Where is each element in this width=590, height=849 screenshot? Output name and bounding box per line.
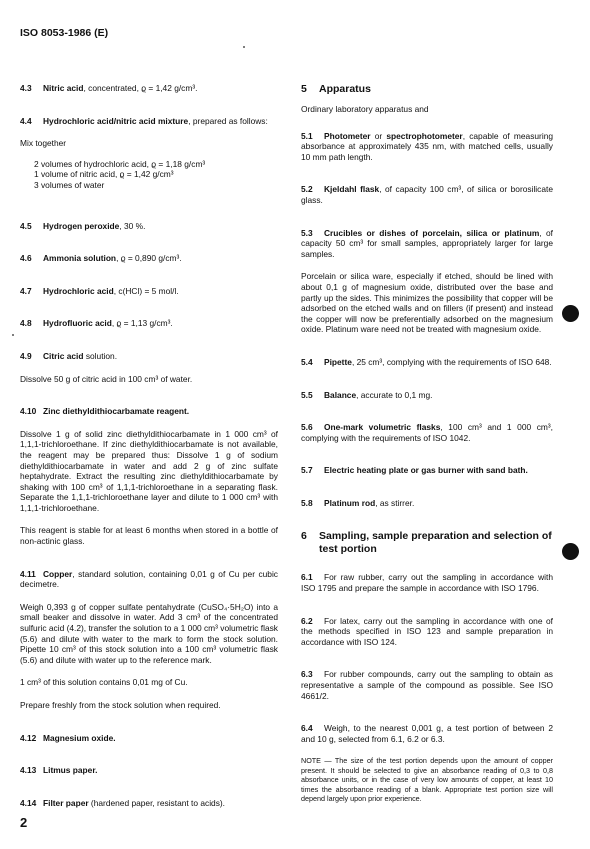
clause-5-6: 5.6 One-mark volumetric flasks, 100 cm³ and 1 000 cm³, complying with the requirements of ISO 1042. — [301, 422, 553, 443]
clause-6-3: 6.3 For rubber compounds, carry out the sampling to obtain as representative a sample of the compound as possible. See ISO 4661/2. — [301, 669, 553, 701]
clause-5-4: 5.4 Pipette, 25 cm³, complying with the requirements of ISO 648. — [301, 356, 552, 367]
citric-acid-body: Dissolve 50 g of citric acid in 100 cm³ of water. — [20, 373, 193, 384]
clause-4-5: 4.5 Hydrogen peroxide, 30 %. — [20, 220, 146, 231]
clause-5-3: 5.3 Crucibles or dishes of porcelain, silica or platinum, of capacity 50 cm³ for small samples, appropriately larger for large samples. Porcelain or silica ware, especially if etched, should be lined with about 0,1 g of magnesium oxide, distributed over the base and partly up the sides. This minimizes the possibility that copper will be adsorbed on the etched walls and on fillers (if present) and instead the copper will now be preferentially adsorbed on the magnesium oxide. Platinum ware need not be treated with magnesium oxide. — [301, 227, 553, 335]
section-5 — [301, 83, 553, 115]
clause-5-1: 5.1 Photometer or spectrophotometer, capable of measuring absorbance at approximately 435 nm, with matched cells, usually 10 mm path length. — [301, 130, 554, 162]
clause-4-10: 4.10 Zinc diethyldithiocarbamate reagent. Dissolve 1 g of solid zinc diethyldithiocarbamate in 1 000 cm³ of 1,1,1-trichloroethane. If zinc diethyldithiocarbamate is not available, the reagent may be prepared thus: Dissolve 1 g of sodium diethyldithiocarbamate in water and add 2 g of zinc sulfate heptahydrate. Extract the resulting zinc diethyldithiocarbamate by shaking with 100 cm³ of 1,1,1-trichloroethane in a separating flask. Separate the 1,1,1-trichloroethane layer and dilute to 1 000 cm³ with 1,1,1-trichloroethane. This reagent is stable for at least 6 months when stored in a bottle of non-actinic glass. — [20, 406, 278, 547]
zinc-reagent-stability: This reagent is stable for at least 6 months when stored in a bottle of non-actinic glass. — [20, 525, 278, 547]
clause-4-12: 4.12 Magnesium oxide. — [20, 732, 116, 743]
copper-concentration-text: 1 cm³ of this solution contains 0,01 mg of Cu. — [20, 677, 188, 688]
mix-together-text: Mix together — [20, 138, 67, 149]
zinc-reagent-body: Dissolve 1 g of solid zinc diethyldithiocarbamate in 1 000 cm³ of 1,1,1-trichloroethane. If zinc diethyldithiocarbamate is not available, the reagent may be prepared thus: Dissolve 1 g of sodium diethyldithiocarbamate in water and add 2 g of zinc sulfate heptahydrate. Extract the resulting zinc diethyldithiocarbamate by shaking with 100 cm³ of 1,1,1-trichloroethane in a separating flask. Separate the 1,1,1-trichloroethane layer and dilute to 1 000 cm³ with 1,1,1-trichloroethane. — [20, 428, 278, 513]
change-bar-bullet — [562, 543, 579, 560]
page-header: ISO 8053-1986 (E) — [20, 27, 109, 39]
left-column — [20, 83, 278, 830]
clause-6-2: 6.2 For latex, carry out the sampling in accordance with one of the methods specified in ISO 123 and sample preparation in accordance with ISO 124. — [301, 615, 553, 647]
mixture-list — [34, 159, 278, 191]
clause-6-4: 6.4 Weigh, to the nearest 0,001 g, a test portion of between 2 and 10 g, selected from 6.1, 6.2 or 6.3. — [301, 723, 553, 744]
clause-4-13: 4.13 Litmus paper. — [20, 765, 98, 776]
clause-5-5: 5.5 Balance, accurate to 0,1 mg. — [301, 389, 433, 400]
clause-4-7: 4.7 Hydrochloric acid, c(HCl) = 5 mol/l. — [20, 285, 179, 296]
clause-5-8: 5.8 Platinum rod, as stirrer. — [301, 497, 415, 508]
clause-4-3: 4.3 Nitric acid, concentrated, ϱ = 1,42 g/cm³. — [20, 83, 198, 93]
right-column — [301, 83, 553, 803]
mixture-line: 3 volumes of water — [34, 179, 105, 190]
apparatus-intro: Ordinary laboratory apparatus and — [301, 104, 429, 114]
section-6-heading: 6 Sampling, sample preparation and selection of test portion — [301, 530, 552, 556]
copper-fresh-text: Prepare freshly from the stock solution when required. — [20, 700, 221, 710]
note-test-portion: NOTE — The size of the test portion depends upon the amount of copper present. It should be selected to give an absorbance reading of 0,3 to 0,8 absorbance units, or in the case of very low amounts of copper, at least 10 times the absorbance reading of a blank. Appropriate test portion size will depend largely upon prior experience. — [301, 756, 553, 804]
clause-5-2: 5.2 Kjeldahl flask, of capacity 100 cm³, of silica or borosilicate glass. — [301, 184, 553, 205]
change-bar-bullet — [562, 305, 579, 322]
clause-4-14: 4.14 Filter paper (hardened paper, resistant to acids). — [20, 797, 226, 808]
section-5-heading: 5 Apparatus — [301, 83, 371, 95]
clause-4-11: 4.11 Copper, standard solution, containing 0,01 g of Cu per cubic decimetre. Weigh 0,393 g of copper sulfate pentahydrate (CuSO₄·5H₂O) into a small beaker and dissolve in water. Add 3 cm³ of the concentrated sulfuric acid (4.2), transfer the solution to a 1 000 cm³ volumetric flask (5.6) and dilute with water to the mark to form the stock solution. Pipette 10 cm³ of this stock solution into a 100 cm³ volumetric flask (5.6) and dilute with water up to the reference mark. 1 cm³ of this solution contains 0,01 mg of Cu. Prepare freshly from the stock solution when required. — [20, 568, 278, 710]
copper-preparation-body: Weigh 0,393 g of copper sulfate pentahydrate (CuSO₄·5H₂O) into a small beaker and dissolve in water. Add 3 cm³ of the concentrated sulfuric acid (4.2), transfer the solution to a 1 000 cm³ volumetric flask (5.6) and dilute with water to the mark to form the stock solution. Pipette 10 cm³ of this stock solution into a 100 cm³ volumetric flask (5.6) and dilute with water up to the reference mark. — [20, 601, 278, 665]
mixture-line: 1 volume of nitric acid, ϱ = 1,42 g/cm³ — [34, 169, 174, 180]
crucible-treatment-body: Porcelain or silica ware, especially if etched, should be lined with about 0,1 g of magnesium oxide, distributed over the base and partly up the sides. This minimizes the possibility that copper will be adsorbed on the etched walls and on fillers (if present) and instead the copper will now be preferentially adsorbed on the magnesium oxide. Platinum ware need not be treated with magnesium oxide. — [301, 271, 553, 335]
scan-speck — [12, 334, 14, 336]
clause-4-9: 4.9 Citric acid solution. Dissolve 50 g of citric acid in 100 cm³ of water. — [20, 351, 278, 384]
page-number: 2 — [20, 815, 28, 830]
clause-6-1: 6.1 For raw rubber, carry out the sampling in accordance with ISO 1795 and prepare the sample in accordance with ISO 1796. — [301, 572, 553, 594]
mixture-line: 2 volumes of hydrochloric acid, ϱ = 1,18 g/cm³ — [34, 158, 206, 169]
clause-4-6: 4.6 Ammonia solution, ϱ = 0,890 g/cm³. — [20, 253, 182, 264]
clause-5-7: 5.7 Electric heating plate or gas burner with sand bath. — [301, 465, 528, 476]
scan-speck — [243, 46, 245, 48]
clause-4-8: 4.8 Hydrofluoric acid, ϱ = 1,13 g/cm³. — [20, 318, 173, 329]
clause-4-4: 4.4 Hydrochloric acid/nitric acid mixture, prepared as follows: Mix together 2 volumes of hydrochloric acid, ϱ = 1,18 g/cm³ 1 volume of nitric acid, ϱ = 1,42 g/cm³ 3 volumes of water — [20, 116, 278, 191]
